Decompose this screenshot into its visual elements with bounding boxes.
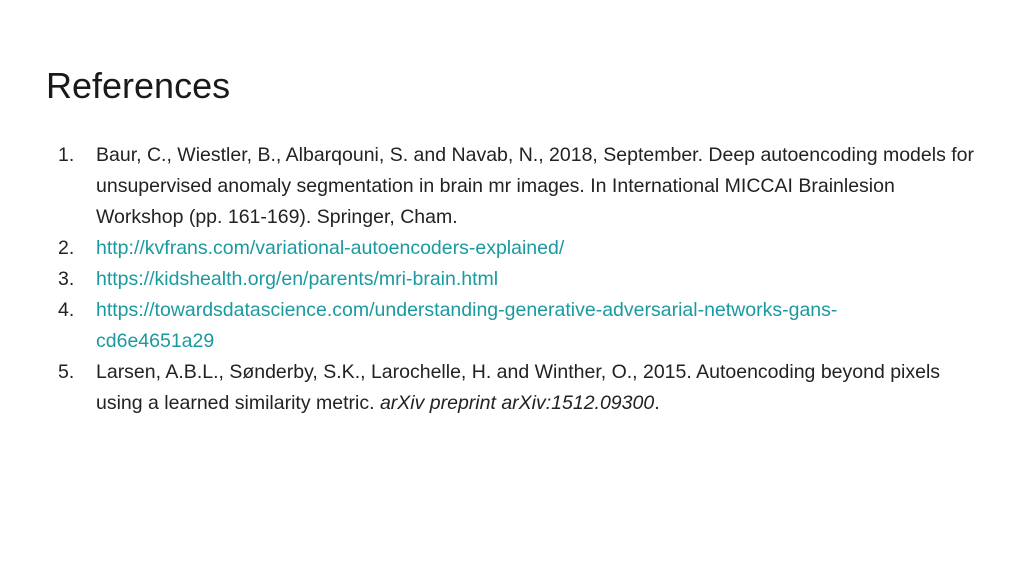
reference-item-5 <box>58 357 978 419</box>
reference-link-line-2[interactable]: cd6e4651a29 <box>96 330 215 352</box>
reference-number: 4. <box>58 299 75 321</box>
reference-text: Baur, C., Wiestler, B., Albarqouni, S. and Navab, N., 2018, September. Deep autoencoding models for unsupervised anomaly segmentation in brain mr images. In International MICCAI Brainlesion Workshop (pp. 161-169). Springer, Cham. <box>96 144 975 228</box>
reference-link-towardsdatascience[interactable] <box>96 299 837 352</box>
reference-list <box>58 140 978 419</box>
reference-item-2 <box>58 233 978 264</box>
reference-journal: arXiv preprint arXiv:1512.09300 <box>379 392 655 414</box>
reference-link-kvfrans[interactable]: http://kvfrans.com/variational-autoencoders-explained/ <box>96 237 565 259</box>
reference-link-kidshealth[interactable]: https://kidshealth.org/en/parents/mri-brain.html <box>96 268 499 290</box>
reference-item-3 <box>58 264 978 295</box>
page-title: References <box>46 65 231 106</box>
reference-number: 3. <box>58 268 75 290</box>
reference-item-1 <box>58 140 978 233</box>
reference-link-line-1[interactable]: https://towardsdatascience.com/understanding-generative-adversarial-networks-gans- <box>96 299 838 321</box>
reference-number: 1. <box>58 144 75 166</box>
reference-text: Larsen, A.B.L., Sønderby, S.K., Larochelle, H. and Winther, O., 2015. Autoencoding beyond pixels using a learned similarity metric. <box>96 361 941 414</box>
reference-number: 2. <box>58 237 75 259</box>
reference-item-4 <box>58 295 978 357</box>
reference-suffix: . <box>654 392 660 414</box>
reference-number: 5. <box>58 361 75 383</box>
